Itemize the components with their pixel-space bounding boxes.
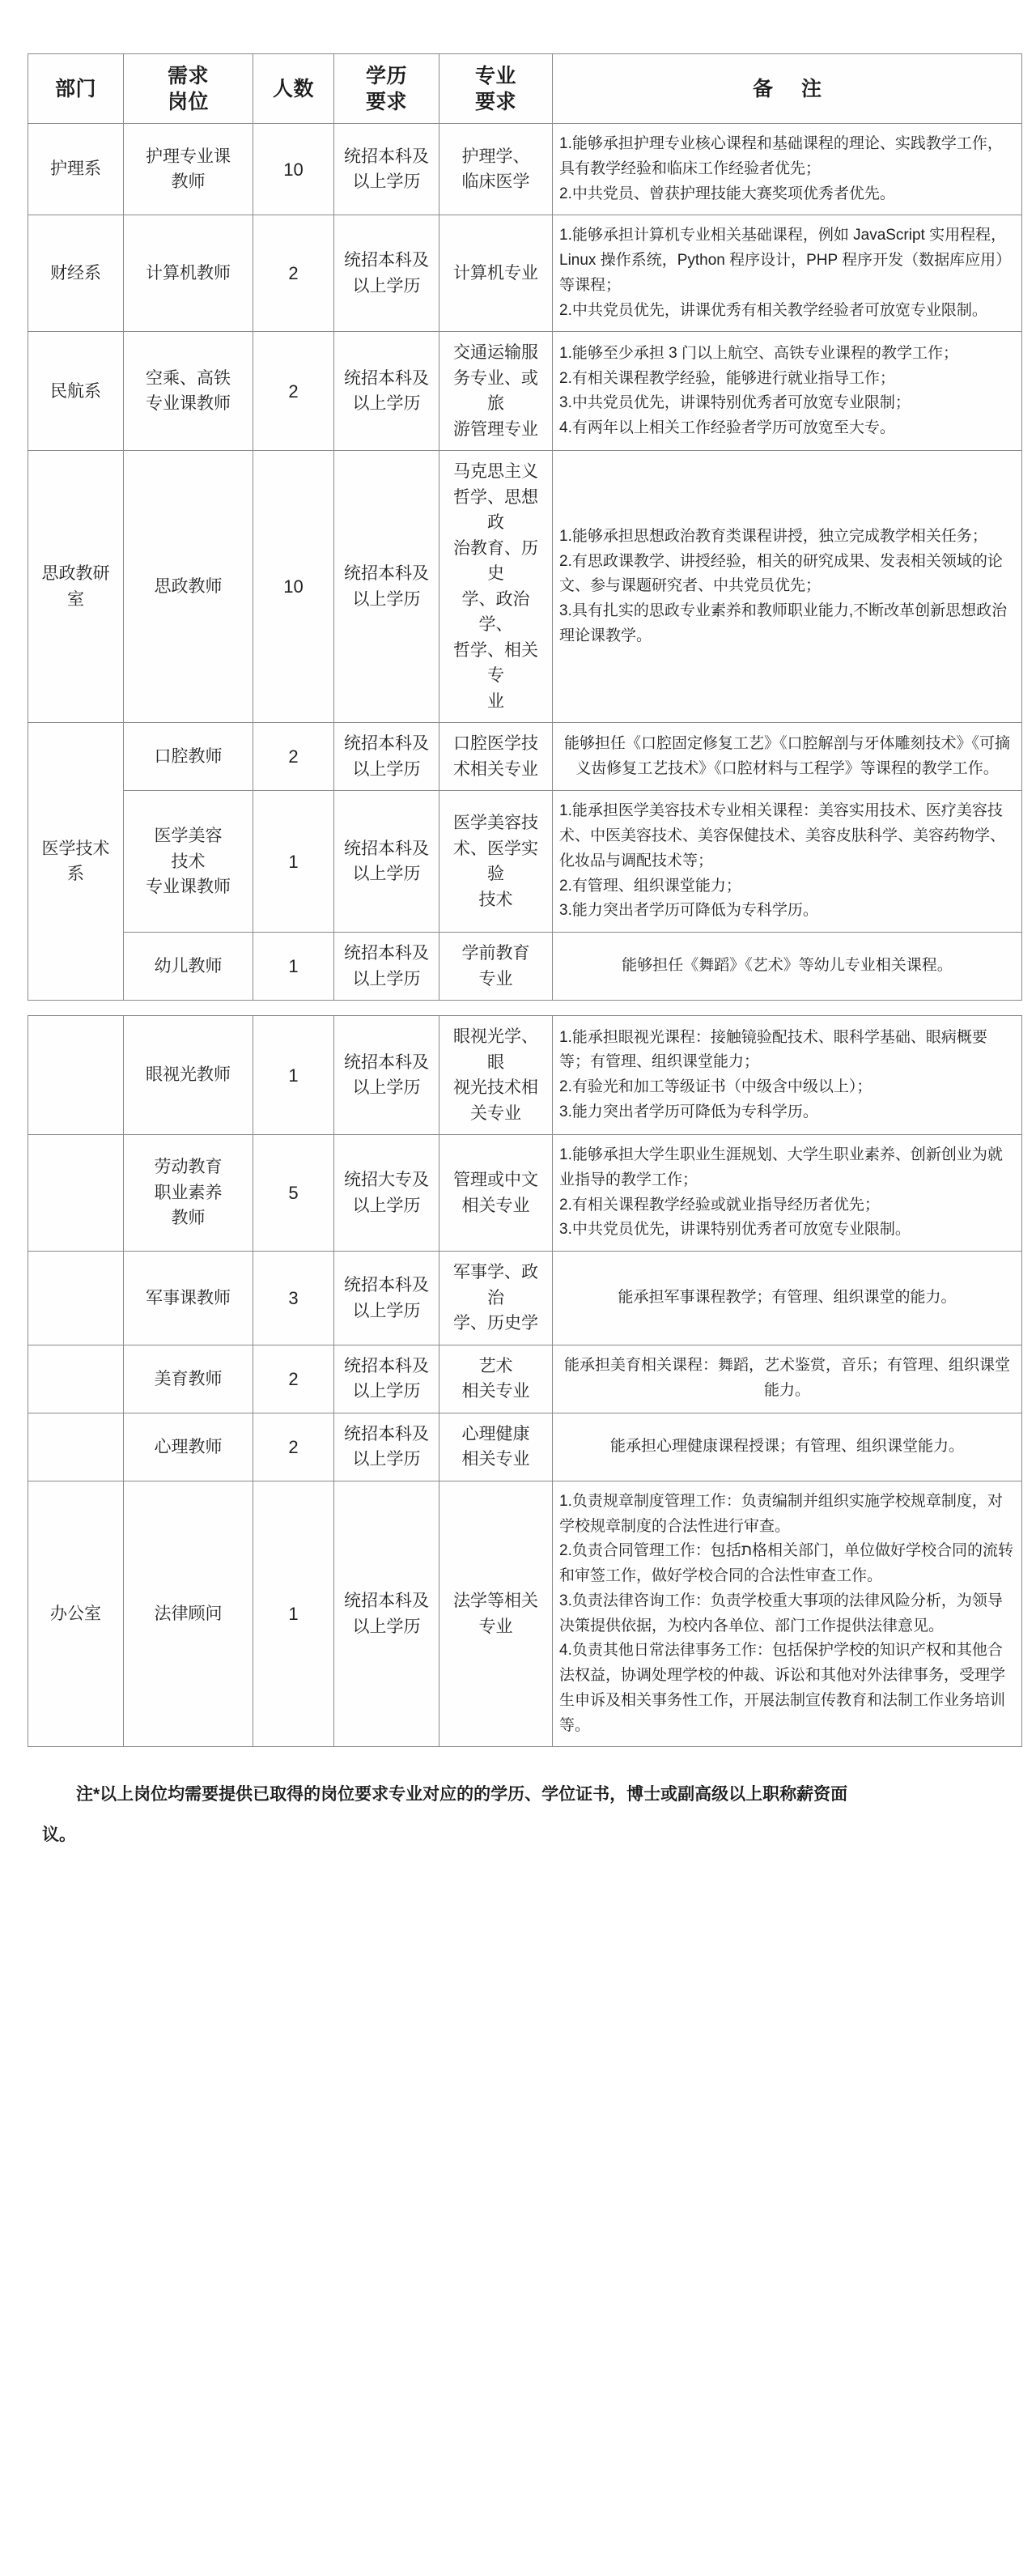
cell-major-line: 相关专业 [461, 1382, 530, 1401]
cell-major-line: 医学美容技 [453, 814, 538, 833]
recruitment-table-part2 [28, 1015, 1022, 1747]
cell-major-line: 管理或中文 [453, 1171, 538, 1190]
cell-education-line: 以上学历 [352, 1617, 421, 1636]
cell-major-line: 治教育、历史 [453, 538, 538, 584]
cell-headcount: 5 [253, 1135, 334, 1252]
cell-major-line: 视光技术相 [453, 1078, 538, 1098]
cell-headcount: 10 [253, 451, 334, 723]
cell-major-line: 相关专业 [461, 1450, 530, 1469]
table-row [28, 933, 1022, 1001]
cell-education [334, 332, 439, 451]
cell-education [334, 451, 439, 723]
footnote-line-1: 注*以上岗位均需要提供已取得的岗位要求专业对应的的学历、学位证书，博士或副高级以上职称薪资面 [76, 1785, 848, 1804]
cell-notes [553, 723, 1022, 791]
cell-position [124, 332, 253, 451]
cell-major [439, 1135, 553, 1252]
cell-education-line: 统招本科及 [344, 1052, 429, 1072]
cell-major-line: 术、医学实验 [453, 839, 538, 884]
note-paragraph: 4.负责其他日常法律事务工作：包括保护学校的知识产权和其他合法权益，协调处理学校的仲裁、诉讼和其他对外法律事务，受理学生申诉及相关事务性工作，开展法制宣传教育和法制工作业务培训等。 [559, 1642, 1006, 1734]
column-header-num: 人数 [253, 54, 334, 124]
cell-department [28, 1135, 124, 1252]
cell-education [334, 1016, 439, 1135]
cell-notes [553, 1016, 1022, 1135]
cell-headcount: 2 [253, 215, 334, 332]
cell-position [124, 215, 253, 332]
cell-position-line: 技术 [171, 852, 206, 871]
note-paragraph: 能承担军事课程教学；有管理、组织课堂的能力。 [618, 1289, 957, 1307]
cell-position-line: 法律顾问 [154, 1604, 223, 1623]
cell-education [334, 215, 439, 332]
recruitment-page [0, 53, 1036, 1855]
cell-education-line: 统招大专及 [344, 1171, 429, 1190]
cell-education [334, 933, 439, 1001]
cell-major-line: 专业 [478, 1617, 513, 1636]
note-paragraph: 1.能承担眼视光课程：接触镜验配技术、眼科学基础、眼病概要等；有管理、组织课堂能力； [559, 1028, 987, 1071]
cell-education-line: 以上学历 [352, 394, 421, 414]
cell-education-line: 以上学历 [352, 1450, 421, 1469]
cell-education-line: 统招本科及 [344, 1356, 429, 1375]
note-paragraph: 能承担心理健康课程授课；有管理、组织课堂能力。 [609, 1437, 964, 1455]
note-paragraph: 1.能够至少承担 3 门以上航空、高铁专业课程的教学工作； [559, 344, 958, 362]
cell-education-line: 以上学历 [352, 865, 421, 884]
note-paragraph: 2.中共党员、曾获护理技能大赛奖项优秀者优先。 [559, 185, 895, 202]
table-row [28, 1345, 1022, 1413]
cell-position [124, 1481, 253, 1747]
recruitment-table-part1 [28, 53, 1022, 1001]
cell-education-line: 统招本科及 [344, 1424, 429, 1443]
cell-position-line: 劳动教育 [154, 1158, 223, 1177]
cell-position-line: 口腔教师 [154, 747, 223, 767]
cell-education-line: 以上学历 [352, 1382, 421, 1401]
note-paragraph: 1.能够承担计算机专业相关基础课程，例如 JavaScript 实用程程，Linux 操作系统，Python 程序设计，PHP 程序开发（数据库应用）等课程； [559, 227, 1012, 294]
cell-education-line: 以上学历 [352, 759, 421, 779]
note-paragraph: 2.有验光和加工等级证书（中级含中级以上）； [559, 1078, 873, 1096]
cell-notes [553, 933, 1022, 1001]
cell-department [28, 1413, 124, 1481]
cell-education-line: 统招本科及 [344, 1276, 429, 1294]
table-row [28, 1252, 1022, 1345]
cell-headcount: 10 [253, 124, 334, 215]
cell-notes [553, 791, 1022, 933]
note-paragraph: 4.有两年以上相关工作经验者学历可放宽至大专。 [559, 419, 895, 437]
note-paragraph: 1.能够承担思想政治教育类课程讲授，独立完成教学相关任务； [559, 527, 987, 545]
note-paragraph: 2.有思政课教学、讲授经验，相关的研究成果、发表相关领域的论文、参与课题研究者、中共党员优先； [559, 552, 1003, 595]
cell-major [439, 1413, 553, 1481]
note-paragraph: 3.能力突出者学历可降低为专科学历。 [559, 902, 818, 920]
cell-major-line: 哲学、相关专 [453, 640, 538, 686]
cell-position [124, 791, 253, 933]
note-paragraph: 3.中共党员优先，讲课特别优秀者可放宽专业限制； [559, 394, 911, 412]
header-row [28, 54, 1022, 124]
note-paragraph: 2.负责合同管理工作：包括ת格相关部门，单位做好学校合同的流转和审签工作，做好学校合同的合法性审查工作。 [559, 1542, 1014, 1585]
cell-education-line: 统招本科及 [344, 734, 429, 754]
cell-department [28, 1016, 124, 1135]
cell-major [439, 451, 553, 723]
column-header-dept: 部门 [28, 54, 124, 124]
cell-position-line: 专业课教师 [146, 394, 231, 414]
cell-major [439, 791, 553, 933]
cell-education-line: 以上学历 [352, 1301, 421, 1320]
cell-major [439, 723, 553, 791]
cell-position-line: 美育教师 [154, 1369, 223, 1388]
table-row [28, 215, 1022, 332]
cell-position-line: 教师 [171, 1209, 206, 1228]
table-row [28, 451, 1022, 723]
cell-major-line: 军事学、政治 [453, 1263, 538, 1307]
cell-notes [553, 124, 1022, 215]
cell-position [124, 1345, 253, 1413]
table-body-part1 [28, 124, 1022, 1001]
cell-position [124, 1252, 253, 1345]
cell-position [124, 723, 253, 791]
cell-position-line: 计算机教师 [146, 264, 231, 283]
cell-major-line: 游管理专业 [453, 419, 538, 439]
cell-notes [553, 451, 1022, 723]
cell-major-line: 交通运输服 [453, 343, 538, 363]
cell-position-line: 心理教师 [154, 1437, 223, 1456]
cell-major-line: 技术 [478, 890, 513, 909]
cell-education-line: 统招本科及 [344, 839, 429, 858]
note-paragraph: 2.有相关课程教学经验或就业指导经历者优先； [559, 1196, 880, 1214]
cell-major [439, 1016, 553, 1135]
cell-major-line: 心理健康 [461, 1424, 530, 1443]
column-header-post: 需求 岗位 [124, 54, 253, 124]
cell-education-line: 统招本科及 [344, 147, 429, 166]
column-header-edu: 学历 要求 [334, 54, 439, 124]
footnote-line-2: 议。 [42, 1825, 76, 1844]
cell-position [124, 1135, 253, 1252]
cell-education [334, 723, 439, 791]
table-row [28, 723, 1022, 791]
cell-major-line: 学、政治学、 [461, 589, 530, 635]
cell-position-line: 幼儿教师 [154, 956, 223, 976]
cell-education-line: 统招本科及 [344, 251, 429, 270]
note-paragraph: 能承担美育相关课程：舞蹈，艺术鉴赏，音乐；有管理、组织课堂能力。 [563, 1357, 1010, 1400]
cell-education-line: 以上学历 [352, 276, 421, 295]
column-header-note: 备 注 [553, 54, 1022, 124]
cell-position [124, 451, 253, 723]
table-row [28, 791, 1022, 933]
cell-department [28, 1252, 124, 1345]
cell-headcount: 2 [253, 1345, 334, 1413]
note-paragraph: 3.能力突出者学历可降低为专科学历。 [559, 1103, 818, 1120]
note-paragraph: 能够担任《舞蹈》《艺术》等幼儿专业相关课程。 [622, 957, 953, 975]
note-paragraph: 1.能承担医学美容技术专业相关课程：美容实用技术、医疗美容技术、中医美容技术、美容保健技术、美容皮肤科学、美容药物学、化妆品与调配技术等； [559, 802, 1006, 869]
cell-department: 民航系 [28, 332, 124, 451]
note-paragraph: 3.负责法律咨询工作：负责学校重大事项的法律风险分析，为领导决策提供依据，为校内各单位、部门工作提供法律意见。 [559, 1592, 1003, 1634]
cell-headcount: 3 [253, 1252, 334, 1345]
cell-major-line: 学前教育 [461, 944, 530, 963]
cell-education-line: 统招本科及 [344, 1592, 429, 1611]
note-paragraph: 1.能够承担大学生职业生涯规划、大学生职业素养、创新创业为就业指导的教学工作； [559, 1146, 1003, 1188]
cell-position-line: 医学美容 [154, 827, 223, 846]
cell-major-line: 学、历史学 [453, 1314, 538, 1333]
cell-position-line: 职业素养 [154, 1183, 223, 1202]
cell-education [334, 1135, 439, 1252]
cell-education [334, 791, 439, 933]
cell-position-line: 护理专业课 [146, 147, 231, 166]
cell-major-line: 关专业 [470, 1103, 521, 1123]
cell-major-line: 哲学、思想政 [453, 487, 538, 533]
table-header [28, 54, 1022, 124]
cell-position [124, 1016, 253, 1135]
cell-headcount: 2 [253, 723, 334, 791]
cell-headcount: 2 [253, 332, 334, 451]
note-paragraph: 能够担任《口腔固定修复工艺》《口腔解剖与牙体雕刻技术》《可摘义齿修复工艺技术》《口腔材料与工程学》等课程的教学工作。 [563, 735, 1010, 777]
cell-position-line: 教师 [171, 172, 206, 192]
table-row [28, 124, 1022, 215]
column-header-major: 专业 要求 [439, 54, 553, 124]
cell-major [439, 933, 553, 1001]
cell-education-line: 统招本科及 [344, 368, 429, 388]
cell-major-line: 艺术 [478, 1356, 513, 1375]
cell-notes [553, 1135, 1022, 1252]
cell-position-line: 专业课教师 [146, 878, 231, 897]
cell-education [334, 1345, 439, 1413]
cell-major-line: 马克思主义 [453, 462, 538, 482]
cell-education-line: 以上学历 [352, 1196, 421, 1215]
cell-position [124, 1413, 253, 1481]
cell-notes [553, 1252, 1022, 1345]
cell-education-line: 以上学历 [352, 172, 421, 192]
cell-department [28, 1345, 124, 1413]
cell-education-line: 以上学历 [352, 1078, 421, 1098]
cell-position-line: 军事课教师 [146, 1288, 231, 1307]
cell-department: 医学技术系 [28, 723, 124, 1001]
cell-major-line: 法学等相关 [453, 1592, 538, 1611]
cell-notes [553, 1345, 1022, 1413]
cell-department: 思政教研室 [28, 451, 124, 723]
cell-department: 财经系 [28, 215, 124, 332]
cell-major [439, 1252, 553, 1345]
table-row [28, 1413, 1022, 1481]
cell-education-line: 以上学历 [352, 969, 421, 988]
note-paragraph: 2.中共党员优先，讲课优秀有相关教学经验者可放宽专业限制。 [559, 301, 987, 319]
cell-education [334, 1413, 439, 1481]
cell-headcount: 2 [253, 1413, 334, 1481]
note-paragraph: 2.有管理、组织课堂能力； [559, 877, 741, 895]
cell-position [124, 933, 253, 1001]
note-paragraph: 3.中共党员优先，讲课特别优秀者可放宽专业限制。 [559, 1221, 911, 1239]
note-paragraph: 2.有相关课程教学经验，能够进行就业指导工作； [559, 369, 895, 387]
cell-education [334, 1252, 439, 1345]
cell-major [439, 215, 553, 332]
table-row [28, 1016, 1022, 1135]
cell-headcount: 1 [253, 933, 334, 1001]
cell-major [439, 124, 553, 215]
table-row [28, 1135, 1022, 1252]
cell-notes [553, 1413, 1022, 1481]
cell-education-line: 统招本科及 [344, 564, 429, 584]
cell-notes [553, 1481, 1022, 1747]
note-paragraph: 3.具有扎实的思政专业素养和教师职业能力,不断改革创新思想政治理论课教学。 [559, 602, 1008, 644]
cell-education [334, 124, 439, 215]
cell-position-line: 思政教师 [154, 577, 223, 597]
cell-major-line: 计算机专业 [453, 264, 538, 283]
cell-major-line: 术相关专业 [453, 759, 538, 779]
cell-headcount: 1 [253, 1481, 334, 1747]
cell-major-line: 专业 [478, 969, 513, 988]
table-row [28, 1481, 1022, 1747]
cell-major [439, 1481, 553, 1747]
cell-education-line: 以上学历 [352, 589, 421, 609]
cell-major [439, 1345, 553, 1413]
table-row [28, 332, 1022, 451]
cell-position-line: 空乘、高铁 [146, 368, 231, 388]
cell-position [124, 124, 253, 215]
cell-position-line: 眼视光教师 [146, 1065, 231, 1085]
cell-major-line: 相关专业 [461, 1196, 530, 1215]
note-paragraph: 1.负责规章制度管理工作：负责编制并组织实施学校规章制度，对学校规章制度的合法性进行审查。 [559, 1492, 1003, 1535]
cell-headcount: 1 [253, 791, 334, 933]
footnote [42, 1775, 997, 1855]
cell-education [334, 1481, 439, 1747]
cell-major [439, 332, 553, 451]
cell-major-line: 口腔医学技 [453, 734, 538, 754]
cell-notes [553, 332, 1022, 451]
cell-major-line: 务专业、或旅 [453, 368, 538, 414]
cell-major-line: 眼视光学、眼 [453, 1027, 538, 1072]
note-paragraph: 1.能够承担护理专业核心课程和基础课程的理论、实践教学工作，具有教学经验和临床工作经验者优先； [559, 135, 1003, 177]
cell-major-line: 业 [487, 691, 504, 711]
cell-department: 护理系 [28, 124, 124, 215]
cell-major-line: 临床医学 [461, 172, 530, 192]
cell-education-line: 统招本科及 [344, 944, 429, 963]
cell-headcount: 1 [253, 1016, 334, 1135]
table-body-part2 [28, 1016, 1022, 1747]
cell-notes [553, 215, 1022, 332]
cell-major-line: 护理学、 [461, 147, 530, 166]
cell-department: 办公室 [28, 1481, 124, 1747]
